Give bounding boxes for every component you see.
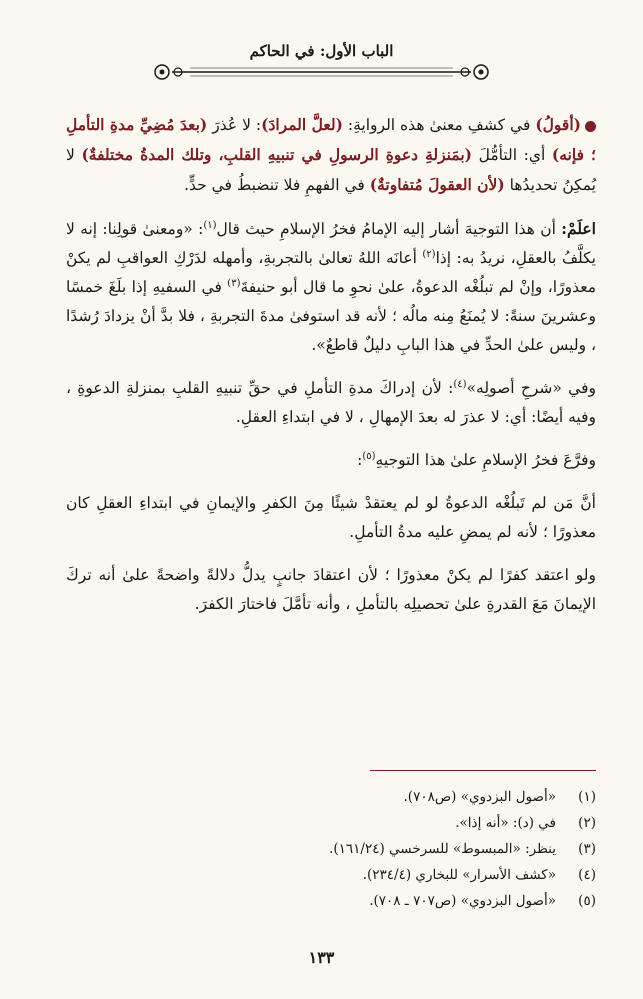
- paragraph-3: [66, 374, 596, 432]
- text-segment: : لأن إدراكَ مدةِ التأملِ في حقِّ تنبيهِ القلبِ بمنزلةِ الدعوةِ ، وفيه أيضًا: أي: لا عذرَ له بعدَ الإمهالِ ، لا في ابتداءِ العقلِ.: [66, 379, 596, 426]
- text-segment: (لأن العقولَ مُتفاوتةٌ): [369, 175, 505, 194]
- paragraph-marker-icon: [585, 121, 596, 132]
- main-text: [66, 110, 596, 619]
- footnote-item: [66, 862, 596, 888]
- text-segment: أعانَه اللهُ تعالىٰ بالتجربةِ، وأمهله لدَرْكِ العواقبِ لم يكنْ معذورًا، وإنْ لم تبلُغْه الدعوةُ، علىٰ نحوِ ما قال أبو حنيفةَ: [66, 249, 596, 296]
- footnote-number: (٥): [578, 893, 596, 909]
- footnote-ref[interactable]: (٥): [362, 450, 376, 462]
- text-segment: :: [357, 451, 363, 469]
- text-segment: وفي «شرحِ أصولِه»: [466, 379, 596, 397]
- text-segment: (أقولُ): [535, 115, 581, 134]
- footnote-text: «أصول البزدوي» (ص٧٠٧ ـ ٧٠٨).: [369, 893, 556, 909]
- text-segment: أي: التأمُّلَ: [471, 146, 552, 164]
- text-segment: : «ومعنىٰ قولِنا: إنه لا يكلَّفُ بالعقلِ، نريدُ به: إذا: [66, 220, 596, 267]
- paragraph-2: [66, 214, 596, 360]
- paragraph-1: [66, 110, 596, 200]
- text-segment: لا يُمكِنُ تحديدُها: [66, 146, 596, 194]
- footnote-text: في (د): «أنه إذا».: [455, 815, 556, 831]
- footnote-ref[interactable]: (٤): [453, 378, 467, 390]
- text-segment: وفرَّعَ فخرُ الإسلامِ علىٰ هذا التوجيهِ: [375, 451, 596, 469]
- footnote-item: [66, 836, 596, 862]
- text-segment: في الفهمِ فلا تنضبطُ في حدٍّ.: [184, 176, 370, 194]
- footnote-text: «أصول البزدوي» (ص٧٠٨).: [403, 789, 556, 805]
- footnote-ref[interactable]: (٢): [422, 248, 436, 260]
- footnote-text: «كشف الأسرار» للبخاري (٢٣٤/٤).: [362, 867, 556, 883]
- footnote-number: (٤): [578, 867, 596, 883]
- text-segment: في كشفِ معنىٰ هذه الروايةِ:: [342, 116, 536, 134]
- footnote-item: [66, 888, 596, 914]
- paragraph-6: ولو اعتقد كفرًا لم يكنْ معذورًا ؛ لأن اعتقادَ جانبٍ يدلُّ دلالةً واضحةً علىٰ أنه تركَ الإيمانَ مَعَ القدرةِ علىٰ تحصيلِه بالتأملِ ، وأنه تأمَّلَ فاختارَ الكفرَ.: [66, 566, 596, 613]
- page-number: ١٣٣: [308, 948, 335, 967]
- footnotes: [66, 784, 596, 914]
- footnote-number: (٢): [578, 815, 596, 831]
- text-segment: في السفيهِ إذا بلَغَ خمسًا وعشرينَ سنةً: لا يُمنَعُ مِنه مالُه ؛ لأنه قد استوفىٰ مدةَ التجربةِ ، فلا بدَّ أنْ يزدادَ رُشدًا ، وليس علىٰ الحدِّ في هذا البابِ دليلٌ قاطعٌ».: [66, 278, 596, 354]
- footnote-item: [66, 784, 596, 810]
- text-segment: (بمَنزلةِ دعوةِ الرسولِ في تنبيهِ القلبِ، وتلك المدةُ مختلفةٌ): [81, 145, 472, 164]
- footnote-divider: [370, 770, 596, 771]
- footnote-ref[interactable]: (١): [203, 219, 217, 231]
- footnote-ref[interactable]: (٣): [227, 277, 241, 289]
- text-segment: (بعدَ مُضِيِّ مدةِ التأملِ ؛ فإنه): [66, 115, 596, 164]
- paragraph-4: [66, 446, 596, 475]
- text-segment: : لا عُذرَ: [207, 116, 262, 134]
- text-segment: (لعلَّ المرادَ): [261, 115, 343, 134]
- footnote-number: (١): [578, 789, 596, 805]
- text-segment: أن هذا التوجيهَ أشار إليه الإمامُ فخرُ الإسلامِ حيث قال: [216, 220, 562, 238]
- footnote-text: ينظر: «المبسوط» للسرخسي (١٦١/٢٤).: [329, 841, 556, 857]
- running-title: الباب الأول: في الحاكم: [249, 42, 394, 60]
- text-segment: اعلَمْ:: [561, 219, 596, 238]
- footnote-number: (٣): [578, 841, 596, 857]
- footnote-item: [66, 810, 596, 836]
- paragraph-5: أنَّ مَن لم تَبلُغْه الدعوةُ لو لم يعتقدْ شيئًا مِنَ الكفرِ والإيمانِ في ابتداءِ العقلِ كان معذورًا ؛ لأنه لم يمضِ عليه مدةُ التأملِ.: [66, 494, 596, 541]
- header-ornament: [150, 60, 493, 84]
